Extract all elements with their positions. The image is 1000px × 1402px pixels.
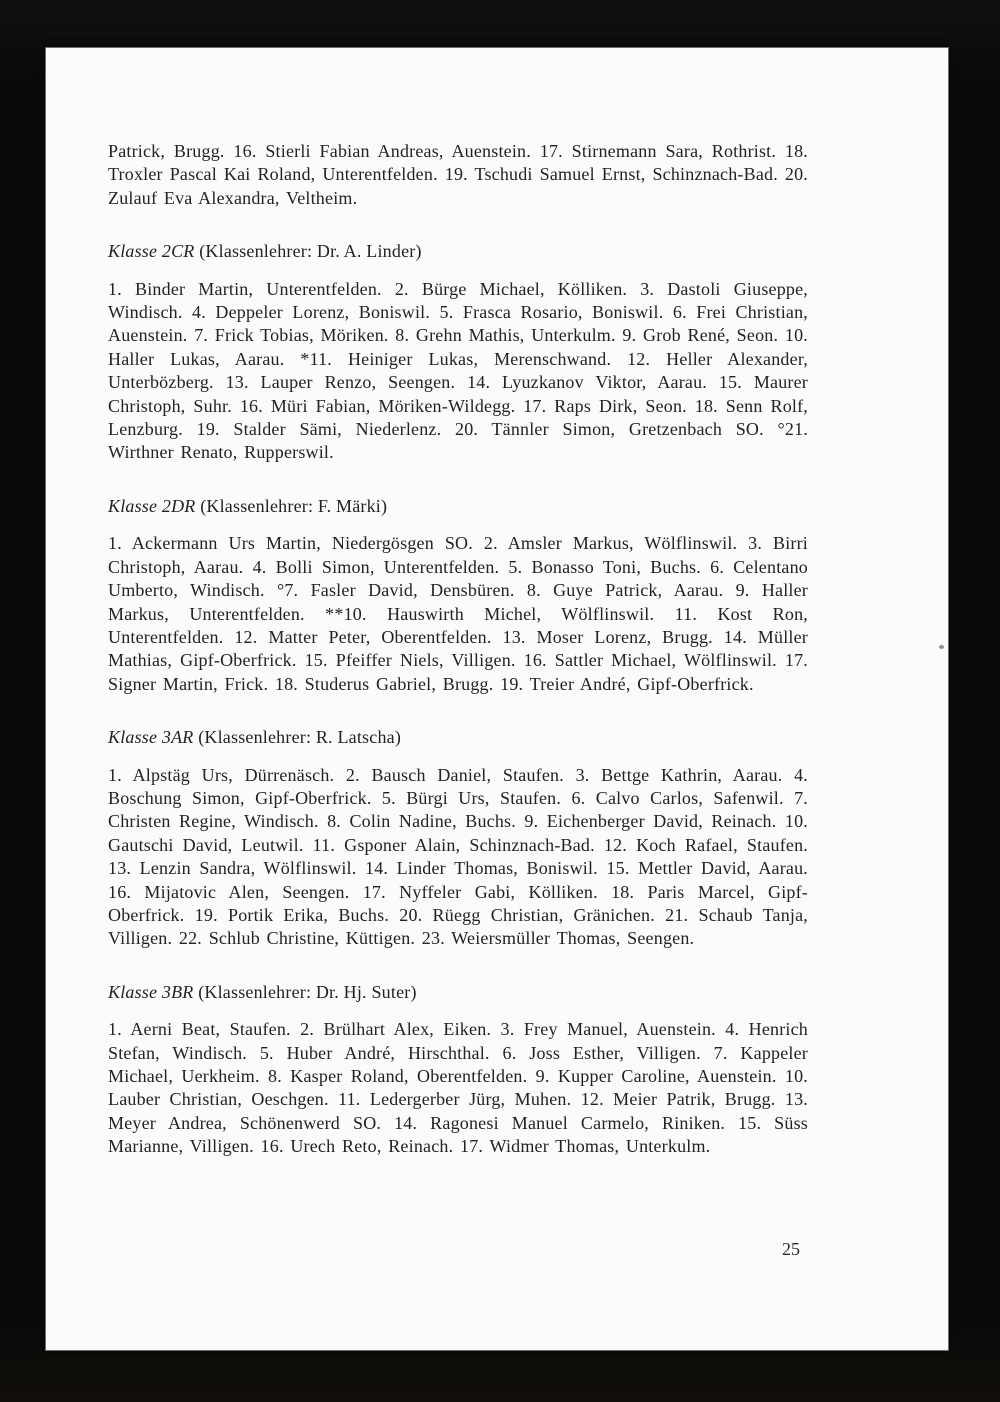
page-number: 25 <box>782 1239 800 1259</box>
scan-artifact-speck <box>939 645 944 649</box>
section-heading-klasse-2cr <box>108 240 808 263</box>
class-title: Klasse 2DR <box>108 495 196 516</box>
section-heading-klasse-2dr <box>108 495 808 518</box>
section-heading-klasse-3ar <box>108 726 808 749</box>
teacher-label: (Klassenlehrer: Dr. Hj. Suter) <box>198 981 417 1002</box>
roster-paragraph-klasse-3br: 1. Aerni Beat, Staufen. 2. Brülhart Alex, Eiken. 3. Frey Manuel, Auenstein. 4. Henrich Stefan, Windisch. 5. Huber André, Hirschthal. 6. Joss Esther, Villigen. 7. Kappeler Michael, Uerkheim. 8. Kasper Roland, Oberentfelden. 9. Kupper Caroline, Auenstein. 10. Lauber Christian, Oeschgen. 11. Ledergerber Jürg, Muhen. 12. Meier Patrik, Brugg. 13. Meyer Andrea, Schönenwerd SO. 14. Ragonesi Manuel Carmelo, Riniken. 15. Süss Marianne, Villigen. 16. Urech Reto, Reinach. 17. Widmer Thomas, Unterkulm. <box>108 1019 808 1157</box>
continued-paragraph: Patrick, Brugg. 16. Stierli Fabian Andreas, Auenstein. 17. Stirnemann Sara, Rothrist. 18. Troxler Pascal Kai Roland, Unterentfelden. 19. Tschudi Samuel Ernst, Schinznach-Bad. 20. Zulauf Eva Alexandra, Veltheim. <box>108 141 808 208</box>
class-title: Klasse 2CR <box>108 241 195 262</box>
section-heading-klasse-3br <box>108 981 808 1004</box>
roster-paragraph-klasse-2dr: 1. Ackermann Urs Martin, Niedergösgen SO. 2. Amsler Markus, Wölflinswil. 3. Birri Christoph, Aarau. 4. Bolli Simon, Unterentfelden. 5. Bonasso Toni, Buchs. 6. Celentano Umberto, Windisch. °7. Fasler David, Densbüren. 8. Guye Patrick, Aarau. 9. Haller Markus, Unterentfelden. **10. Hauswirth Michel, Wölflinswil. 11. Kost Ron, Unterentfelden. 12. Matter Peter, Oberentfelden. 13. Moser Lorenz, Brugg. 14. Müller Mathias, Gipf-Oberfrick. 15. Pfeiffer Niels, Villigen. 16. Sattler Michael, Wölflinswil. 17. Signer Martin, Frick. 18. Studerus Gabriel, Brugg. 19. Treier André, Gipf-Oberfrick. <box>108 533 808 694</box>
teacher-label: (Klassenlehrer: Dr. A. Linder) <box>199 241 422 262</box>
class-title: Klasse 3BR <box>108 981 194 1002</box>
teacher-label: (Klassenlehrer: R. Latscha) <box>198 727 402 748</box>
page-content <box>108 140 808 1159</box>
roster-paragraph-klasse-3ar: 1. Alpstäg Urs, Dürrenäsch. 2. Bausch Daniel, Staufen. 3. Bettge Kathrin, Aarau. 4. Boschung Simon, Gipf-Oberfrick. 5. Bürgi Urs, Staufen. 6. Calvo Carlos, Safenwil. 7. Christen Regine, Windisch. 8. Colin Nadine, Buchs. 9. Eichenberger David, Reinach. 10. Gautschi David, Leutwil. 11. Gsponer Alain, Schinznach-Bad. 12. Koch Rafael, Staufen. 13. Lenzin Sandra, Wölflinswil. 14. Linder Thomas, Boniswil. 15. Mettler David, Aarau. 16. Mijatovic Alen, Seengen. 17. Nyffeler Gabi, Kölliken. 18. Paris Marcel, Gipf-Oberfrick. 19. Portik Erika, Buchs. 20. Rüegg Christian, Gränichen. 21. Schaub Tanja, Villigen. 22. Schlub Christine, Küttigen. 23. Weiersmüller Thomas, Seengen. <box>108 764 808 949</box>
class-title: Klasse 3AR <box>108 727 194 748</box>
teacher-label: (Klassenlehrer: F. Märki) <box>200 495 388 516</box>
roster-paragraph-klasse-2cr: 1. Binder Martin, Unterentfelden. 2. Bürge Michael, Kölliken. 3. Dastoli Giuseppe, Windisch. 4. Deppeler Lorenz, Boniswil. 5. Frasca Rosario, Boniswil. 6. Frei Christian, Auenstein. 7. Frick Tobias, Möriken. 8. Grehn Mathis, Unterkulm. 9. Grob René, Seon. 10. Haller Lukas, Aarau. *11. Heiniger Lukas, Merenschwand. 12. Heller Alexander, Unterbözberg. 13. Lauper Renzo, Seengen. 14. Lyuzkanov Viktor, Aarau. 15. Maurer Christoph, Suhr. 16. Müri Fabian, Möriken-Wildegg. 17. Raps Dirk, Seon. 18. Senn Rolf, Lenzburg. 19. Stalder Sämi, Niederlenz. 20. Tännler Simon, Gretzenbach SO. °21. Wirthner Renato, Rupperswil. <box>108 278 808 463</box>
page-sheet <box>46 48 948 1350</box>
